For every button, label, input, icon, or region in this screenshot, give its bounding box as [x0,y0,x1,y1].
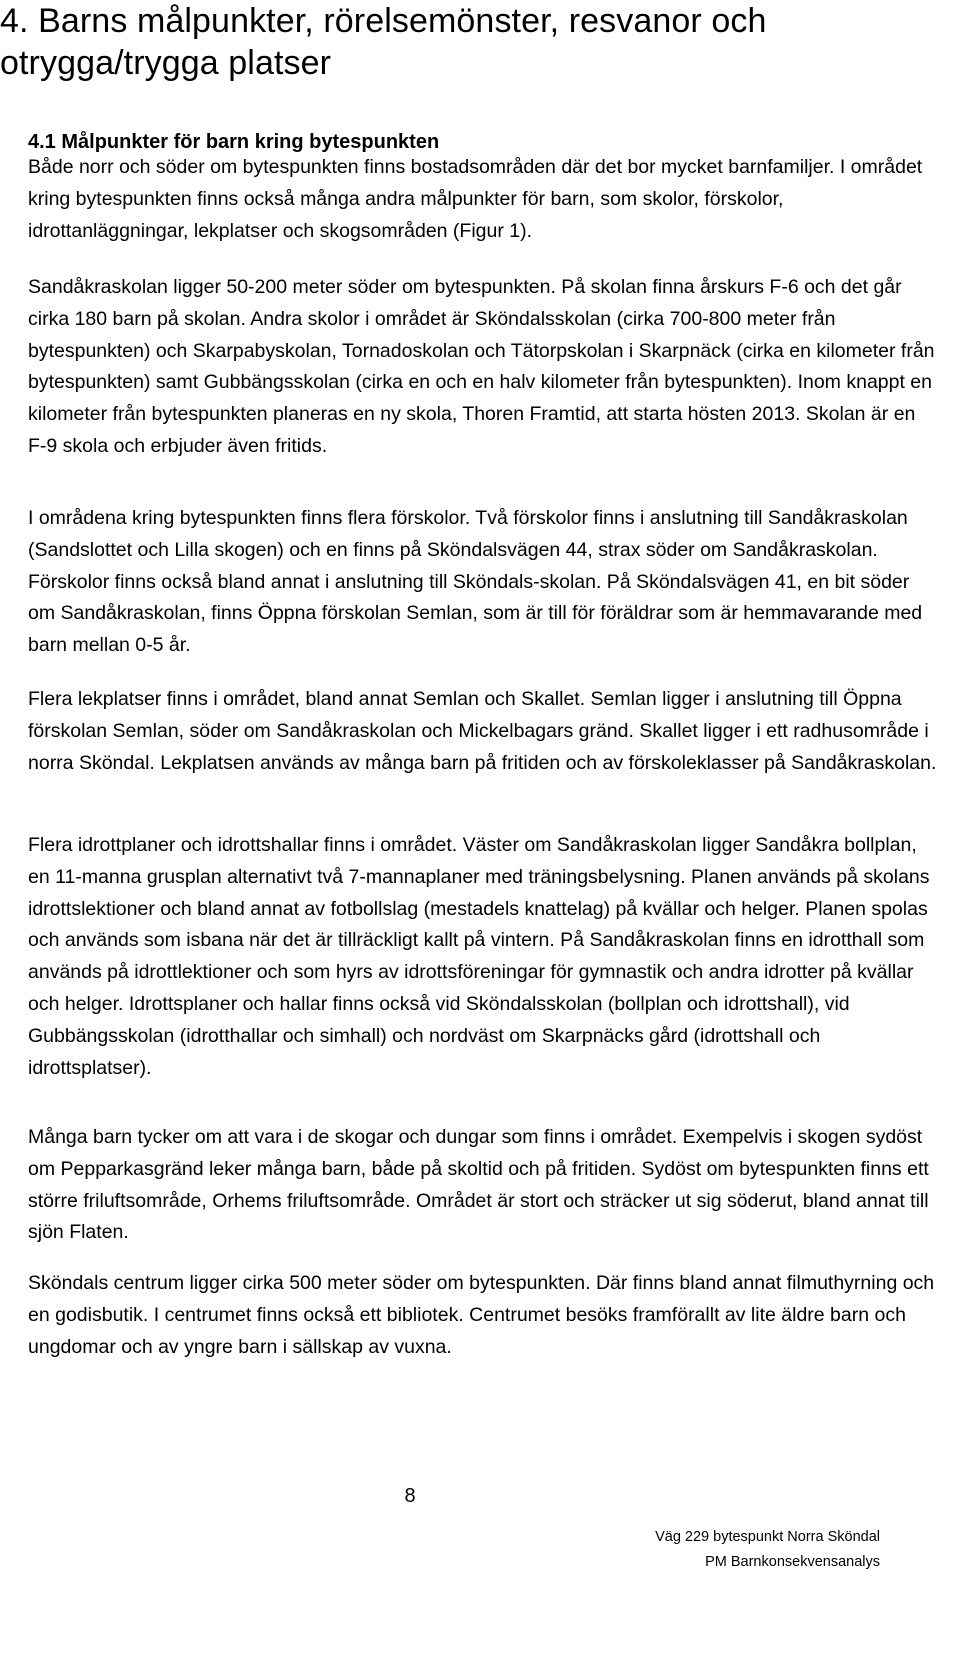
paragraph-town-centre: Sköndals centrum ligger cirka 500 meter söder om bytespunkten. Där finns bland annat filmuthyrning och en godisbutik. I centrumet finns också ett bibliotek. Centrumet besöks framförallt av lite äldre barn och ungdomar och av yngre barn i sällskap av vuxna. [28,1272,935,1358]
chapter-title-line-1: 4. Barns målpunkter, rörelsemönster, resvanor och [0,2,767,40]
paragraph-schools: Sandåkraskolan ligger 50-200 meter söder om bytespunkten. På skolan finna årskurs F-6 och det går cirka 180 barn på skolan. Andra skolor i området är Sköndalsskolan (cirka 700-800 meter från bytespunkten) och Skarpabyskolan, Tornadoskolan och Tätorpskolan i Skarpnäck (cirka en kilometer från bytespunkten) samt Gubbängsskolan (cirka en och en halv kilometer från bytespunkten). Inom knappt en kilometer från bytespunkten planeras en ny skola, Thoren Framtid, att starta hösten 2013. Skolan är en F-9 skola och erbjuder även fritids. [28,276,935,457]
page-footer [655,1525,880,1575]
paragraph-sports-facilities: Flera idrottplaner och idrottshallar finns i området. Väster om Sandåkraskolan ligger Sandåkra bollplan, en 11-manna grusplan alternativt två 7-mannaplaner med träningsbelysning. Planen används på skolans idrottslektioner och bland annat av fotbollslag (mestadels knattelag) på kvällar och helger. Planen spolas och används som isbana när det är tillräckligt kallt på vintern. På Sandåkraskolan finns en idrotthall som används på idrottlektioner och som hyrs av idrottsföreningar för gymnastik och andra idrotter på kvällar och helger. Idrottsplaner och hallar finns också vid Sköndalsskolan (bollplan och idrottshall), vid Gubbängsskolan (idrotthallar och simhall) och nordväst om Skarpnäcks gård (idrottshall och idrottsplatser). [28,834,930,1079]
paragraph-playgrounds: Flera lekplatser finns i området, bland annat Semlan och Skallet. Semlan ligger i anslutning till Öppna förskolan Semlan, söder om Sandåkraskolan och Mickelbagars gränd. Skallet ligger i ett radhusområde i norra Sköndal. Lekplatsen används av många barn på fritiden och av förskoleklasser på Sandåkraskolan. [28,688,937,774]
page-number: 8 [404,1485,416,1507]
paragraph-residential-areas: Både norr och söder om bytespunkten finns bostadsområden där det bor mycket barnfamiljer. I området kring bytespunkten finns också många andra målpunkter för barn, som skolor, förskolor, idrottanläggningar, lekplatser och skogsområden (Figur 1). [28,156,923,242]
chapter-title-line-2: otrygga/trygga platser [0,44,332,82]
paragraph-forests: Många barn tycker om att vara i de skogar och dungar som finns i området. Exempelvis i skogen sydöst om Pepparkasgränd leker många barn, både på skoltid och på fritiden. Sydöst om bytespunkten finns ett större friluftsområde, Orhems friluftsområde. Området är stort och sträcker ut sig söderut, bland annat till sjön Flaten. [28,1126,929,1244]
chapter-title [0,0,940,84]
footer-document-type: PM Barnkonsekvensanalys [705,1554,880,1570]
section-title: 4.1 Målpunkter för barn kring bytespunkten [28,131,440,153]
paragraph-preschools: I områdena kring bytespunkten finns flera förskolor. Två förskolor finns i anslutning till Sandåkraskolan (Sandslottet och Lilla skogen) och en finns på Sköndalsvägen 44, strax söder om Sandåkraskolan. Förskolor finns också bland annat i anslutning till Sköndals-skolan. På Sköndalsvägen 41, en bit söder om Sandåkraskolan, finns Öppna förskolan Semlan, som är till för föräldrar som är hemmavarande med barn mellan 0-5 år. [28,507,923,657]
footer-project-name: Väg 229 bytespunkt Norra Sköndal [655,1529,880,1545]
